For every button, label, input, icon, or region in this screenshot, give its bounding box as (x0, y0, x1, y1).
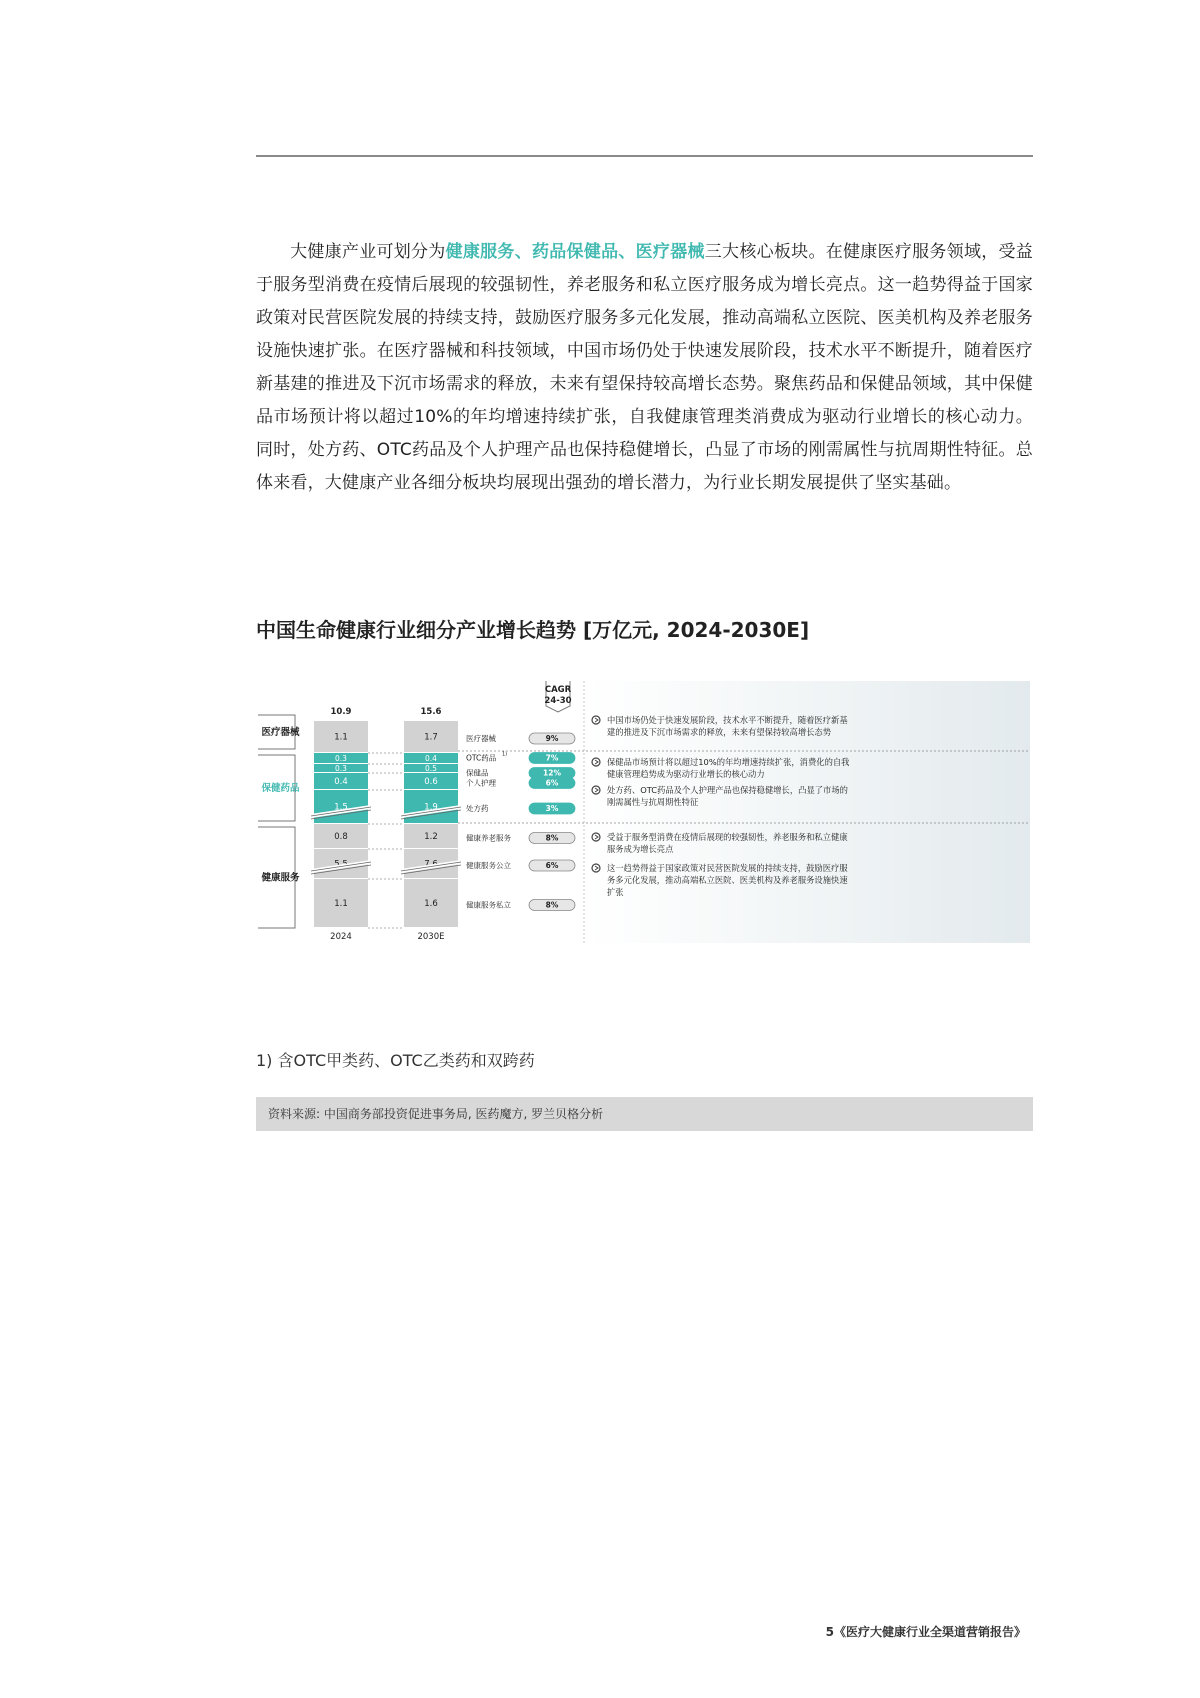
cagr-value: 3% (545, 804, 559, 813)
note-text: 保健品市场预计将以超过10%的年均增速持续扩张，消费化的自我 (607, 757, 850, 767)
bar-value-label: 7.6 (424, 859, 438, 870)
bar-value-label: 1.7 (424, 732, 438, 743)
category-label: 保健药品 (261, 783, 300, 794)
bar-value-label: 0.4 (425, 754, 437, 763)
footnote: 1) 含OTC甲类药、OTC乙类药和双跨药 (256, 1051, 535, 1070)
cagr-value: 9% (545, 734, 559, 743)
growth-chart (258, 681, 1030, 973)
row-label: 处方药 (466, 804, 489, 813)
page-footer: 5《医疗大健康行业全渠道营销报告》 (825, 1625, 1026, 1639)
category-label: 健康服务 (261, 872, 300, 884)
x-tick-label: 2030E (417, 932, 445, 942)
row-label: 健康养老服务 (466, 833, 511, 843)
note-text: 受益于服务型消费在疫情后展现的较强韧性，养老服务和私立健康 (607, 832, 848, 842)
bar-value-label: 1.5 (334, 802, 348, 813)
note-text: 服务成为增长亮点 (607, 844, 674, 854)
cagr-value: 7% (545, 753, 559, 763)
row-label: 医疗器械 (466, 734, 496, 743)
bar-value-label: 0.4 (334, 777, 348, 787)
bar-value-label: 0.3 (335, 764, 347, 773)
highlight-devices: 医疗器械 (635, 242, 705, 262)
note-text: 务多元化发展，推动高端私立医院、医美机构及养老服务设施快速 (607, 875, 848, 885)
row-label-footnote-mark: 1) (502, 751, 508, 758)
note-text: 健康管理趋势成为驱动行业增长的核心动力 (607, 769, 765, 779)
bar-value-label: 0.6 (424, 777, 438, 787)
x-tick-label: 2024 (330, 932, 352, 942)
row-label: 个人护理 (466, 778, 496, 788)
highlight-drugs: 药品保健品 (531, 242, 619, 262)
note-text: 刚需属性与抗周期性特征 (607, 797, 699, 807)
cagr-value: 8% (545, 900, 559, 910)
highlight-health-service: 健康服务 (445, 242, 515, 262)
cagr-value: 8% (545, 833, 559, 843)
row-label: 保健品 (466, 768, 489, 778)
source-bar: 资料来源: 中国商务部投资促进事务局, 医药魔方, 罗兰贝格分析 (256, 1097, 1033, 1131)
note-text: 这一趋势得益于国家政策对民营医院发展的持续支持，鼓励医疗服 (607, 863, 848, 873)
bar-total-label: 10.9 (330, 707, 352, 717)
bar-value-label: 1.1 (334, 899, 348, 909)
bar-value-label: 0.8 (334, 832, 348, 842)
bar-value-label: 1.1 (334, 732, 348, 743)
chart-title: 中国生命健康行业细分产业增长趋势 [万亿元, 2024-2030E] (256, 618, 810, 642)
row-label: OTC药品 (466, 753, 497, 763)
cagr-header: CAGR (544, 685, 572, 695)
cagr-value: 6% (545, 778, 559, 788)
bar-value-label: 0.3 (335, 754, 347, 763)
bar-total-label: 15.6 (420, 707, 442, 717)
bar-value-label: 0.5 (425, 764, 437, 773)
bar-value-label: 5.5 (334, 859, 348, 870)
cagr-header: 24-30 (544, 696, 572, 706)
intro-paragraph: 大健康产业可划分为健康服务、药品保健品、医疗器械三大核心板块。在健康医疗服务领域，受益于服务型消费在疫情后展现的较强韧性，养老服务和私立医疗服务成为增长亮点。这一趋势得益于国家政策对民营医院发展的持续支持，鼓励医疗服务多元化发展，推动高端私立医院、医美机构及养老服务设施快速扩张。在医疗器械和科技领域，中国市场仍处于快速发展阶段，技术水平不断提升，随着医疗新基建的推进及下沉市场需求的释放，未来有望保持较高增长态势。聚焦药品和保健品领域，其中保健品市场预计将以超过10%的年均增速持续扩张，自我健康管理类消费成为驱动行业增长的核心动力。同时，处方药、OTC药品及个人护理产品也保持稳健增长，凸显了市场的刚需属性与抗周期性特征。总体来看，大健康产业各细分板块均展现出强劲的增长潜力，为行业长期发展提供了坚实基础。 (256, 242, 1033, 493)
note-text: 扩张 (607, 887, 624, 897)
header-rule (256, 155, 1033, 157)
cagr-value: 12% (543, 768, 561, 778)
category-label: 医疗器械 (261, 727, 300, 738)
bar-value-label: 1.6 (424, 899, 438, 909)
bar-value-label: 1.2 (424, 832, 438, 842)
row-label: 健康服务私立 (466, 900, 511, 910)
cagr-value: 6% (545, 861, 559, 870)
row-label: 健康服务公立 (466, 861, 511, 870)
note-text: 建的推进及下沉市场需求的释放，未来有望保持较高增长态势 (607, 727, 832, 737)
note-text: 中国市场仍处于快速发展阶段，技术水平不断提升，随着医疗新基 (607, 715, 848, 725)
bar-value-label: 1.9 (424, 802, 438, 813)
note-text: 处方药、OTC药品及个人护理产品也保持稳健增长，凸显了市场的 (607, 785, 848, 795)
